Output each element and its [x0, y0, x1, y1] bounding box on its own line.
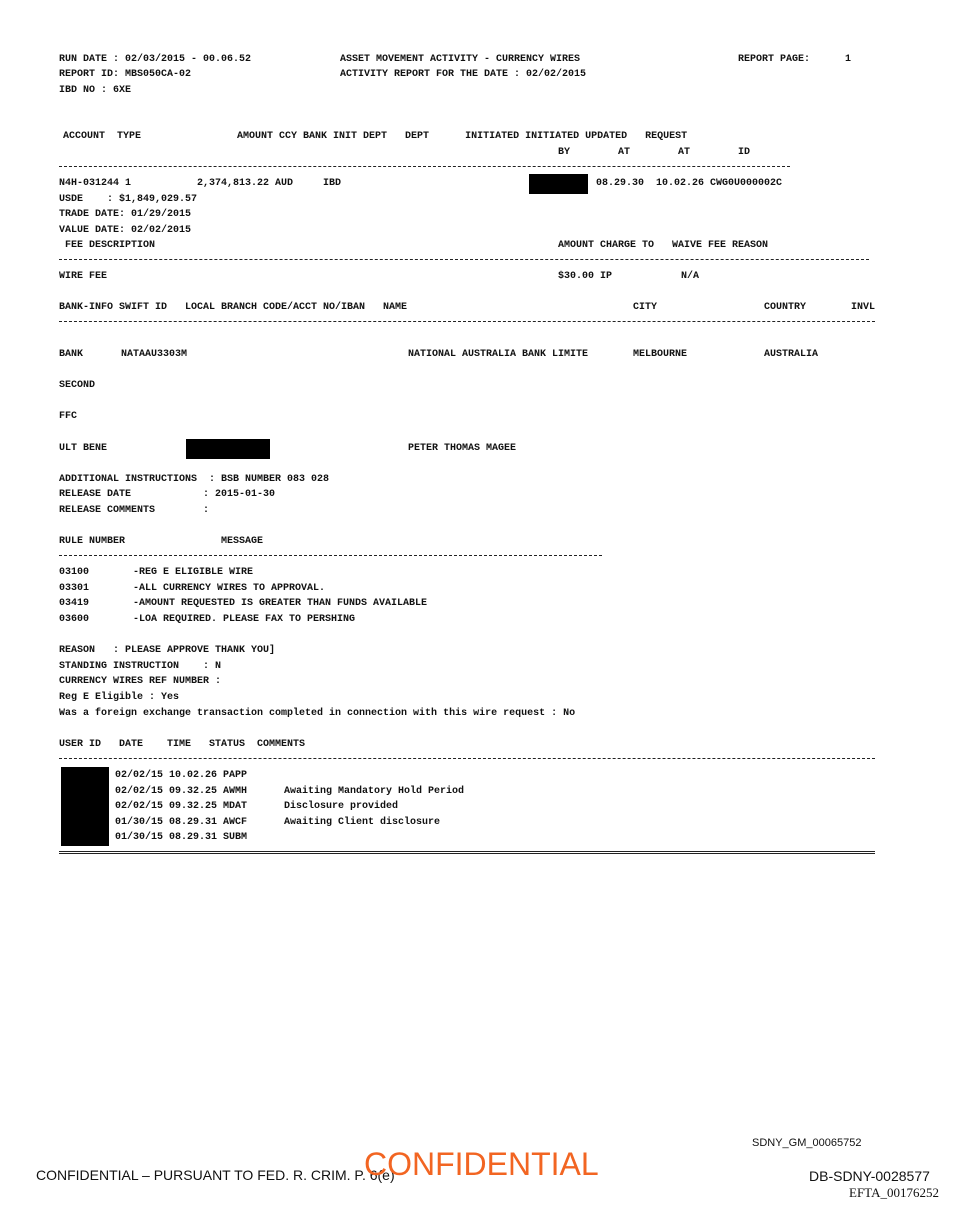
- column-header-line2: BY AT AT ID: [558, 147, 751, 158]
- rule-number-header: RULE NUMBER: [59, 536, 126, 547]
- bank-country: AUSTRALIA: [764, 349, 819, 360]
- bank-header-city: CITY: [633, 302, 658, 313]
- rule-message: -REG E ELIGIBLE WIRE: [133, 567, 254, 578]
- bank-swift: NATAAU3303M: [121, 349, 188, 360]
- redaction-box: [529, 174, 588, 194]
- history-stamp: 01/30/15 08.29.31 SUBM: [115, 832, 248, 843]
- end-of-report-rule: [59, 851, 875, 854]
- efta-bates: EFTA_00176252: [849, 1185, 939, 1200]
- second-label: SECOND: [59, 380, 96, 391]
- report-page-number: 1: [845, 54, 852, 65]
- rule-message: -AMOUNT REQUESTED IS GREATER THAN FUNDS AVAILABLE: [133, 598, 428, 609]
- divider: [59, 259, 869, 260]
- redaction-box: [61, 767, 109, 846]
- fee-description: WIRE FEE: [59, 271, 108, 282]
- history-stamp: 02/02/15 10.02.26 PAPP: [115, 770, 248, 781]
- fee-header-left: FEE DESCRIPTION: [59, 240, 156, 251]
- reg-e-eligible: Reg E Eligible : Yes: [59, 692, 180, 703]
- bank-header-country: COUNTRY: [764, 302, 807, 313]
- bank-header: BANK-INFO SWIFT ID LOCAL BRANCH CODE/ACCT NO/IBAN NAME: [59, 302, 408, 313]
- account-line: N4H-031244 1 2,374,813.22 AUD IBD: [59, 178, 342, 189]
- bank-city: MELBOURNE: [633, 349, 688, 360]
- history-header: USER ID DATE TIME STATUS COMMENTS: [59, 739, 306, 750]
- fee-header-right: AMOUNT CHARGE TO WAIVE FEE REASON: [558, 240, 769, 251]
- divider: [59, 758, 875, 759]
- history-comment: Disclosure provided: [284, 801, 399, 812]
- rule-message-header: MESSAGE: [221, 536, 264, 547]
- divider: [59, 321, 875, 322]
- rule-number: 03301: [59, 583, 90, 594]
- history-stamp: 01/30/15 08.29.31 AWCF: [115, 817, 248, 828]
- currency-wires-ref: CURRENCY WIRES REF NUMBER :: [59, 676, 222, 687]
- additional-instructions: ADDITIONAL INSTRUCTIONS : BSB NUMBER 083 028: [59, 474, 330, 485]
- trade-date: TRADE DATE: 01/29/2015: [59, 209, 192, 220]
- release-date: RELEASE DATE : 2015-01-30: [59, 489, 276, 500]
- rule-message: -LOA REQUIRED. PLEASE FAX TO PERSHING: [133, 614, 356, 625]
- ffc-label: FFC: [59, 411, 78, 422]
- confidential-notice: CONFIDENTIAL – PURSUANT TO FED. R. CRIM. P. 6(e): [36, 1167, 395, 1183]
- history-stamp: 02/02/15 09.32.25 MDAT: [115, 801, 248, 812]
- report-page-label: REPORT PAGE:: [738, 54, 811, 65]
- confidential-stamp: CONFIDENTIAL: [364, 1146, 599, 1182]
- rule-message: -ALL CURRENCY WIRES TO APPROVAL.: [133, 583, 326, 594]
- ult-bene-label: ULT BENE: [59, 443, 108, 454]
- reason: REASON : PLEASE APPROVE THANK YOU]: [59, 645, 276, 656]
- report-title: ASSET MOVEMENT ACTIVITY - CURRENCY WIRES: [340, 54, 581, 65]
- activity-date: ACTIVITY REPORT FOR THE DATE : 02/02/2015: [340, 69, 587, 80]
- rule-number: 03600: [59, 614, 90, 625]
- report-id: REPORT ID: MBS050CA-02: [59, 69, 192, 80]
- redaction-box: [186, 439, 270, 459]
- run-date: RUN DATE : 02/03/2015 - 00.06.52: [59, 54, 252, 65]
- bank-name: NATIONAL AUSTRALIA BANK LIMITE: [408, 349, 589, 360]
- history-stamp: 02/02/15 09.32.25 AWMH: [115, 786, 248, 797]
- fee-amount: $30.00 IP: [558, 271, 613, 282]
- ibd-no: IBD NO : 6XE: [59, 85, 132, 96]
- column-header-line1: ACCOUNT TYPE AMOUNT CCY BANK INIT DEPT DEPT INITIATED INITIATED UPDATED REQUEST: [63, 131, 688, 142]
- usde-amount: USDE : $1,849,029.57: [59, 194, 198, 205]
- release-comments: RELEASE COMMENTS :: [59, 505, 210, 516]
- value-date: VALUE DATE: 02/02/2015: [59, 225, 192, 236]
- divider: [59, 166, 790, 167]
- bank-label: BANK: [59, 349, 84, 360]
- rule-number: 03100: [59, 567, 90, 578]
- bank-header-invl: INVL: [851, 302, 876, 313]
- sdny-gm-bates: SDNY_GM_00065752: [752, 1137, 862, 1149]
- history-comment: Awaiting Mandatory Hold Period: [284, 786, 465, 797]
- fee-waive: N/A: [681, 271, 700, 282]
- divider: [59, 555, 602, 556]
- standing-instruction: STANDING INSTRUCTION : N: [59, 661, 222, 672]
- initiated-times: 08.29.30 10.02.26 CWG0U000002C: [596, 178, 783, 189]
- history-comment: Awaiting Client disclosure: [284, 817, 441, 828]
- db-sdny-bates: DB-SDNY-0028577: [809, 1168, 930, 1184]
- ult-bene-name: PETER THOMAS MAGEE: [408, 443, 517, 454]
- fx-question: Was a foreign exchange transaction completed in connection with this wire request : No: [59, 708, 576, 719]
- rule-number: 03419: [59, 598, 90, 609]
